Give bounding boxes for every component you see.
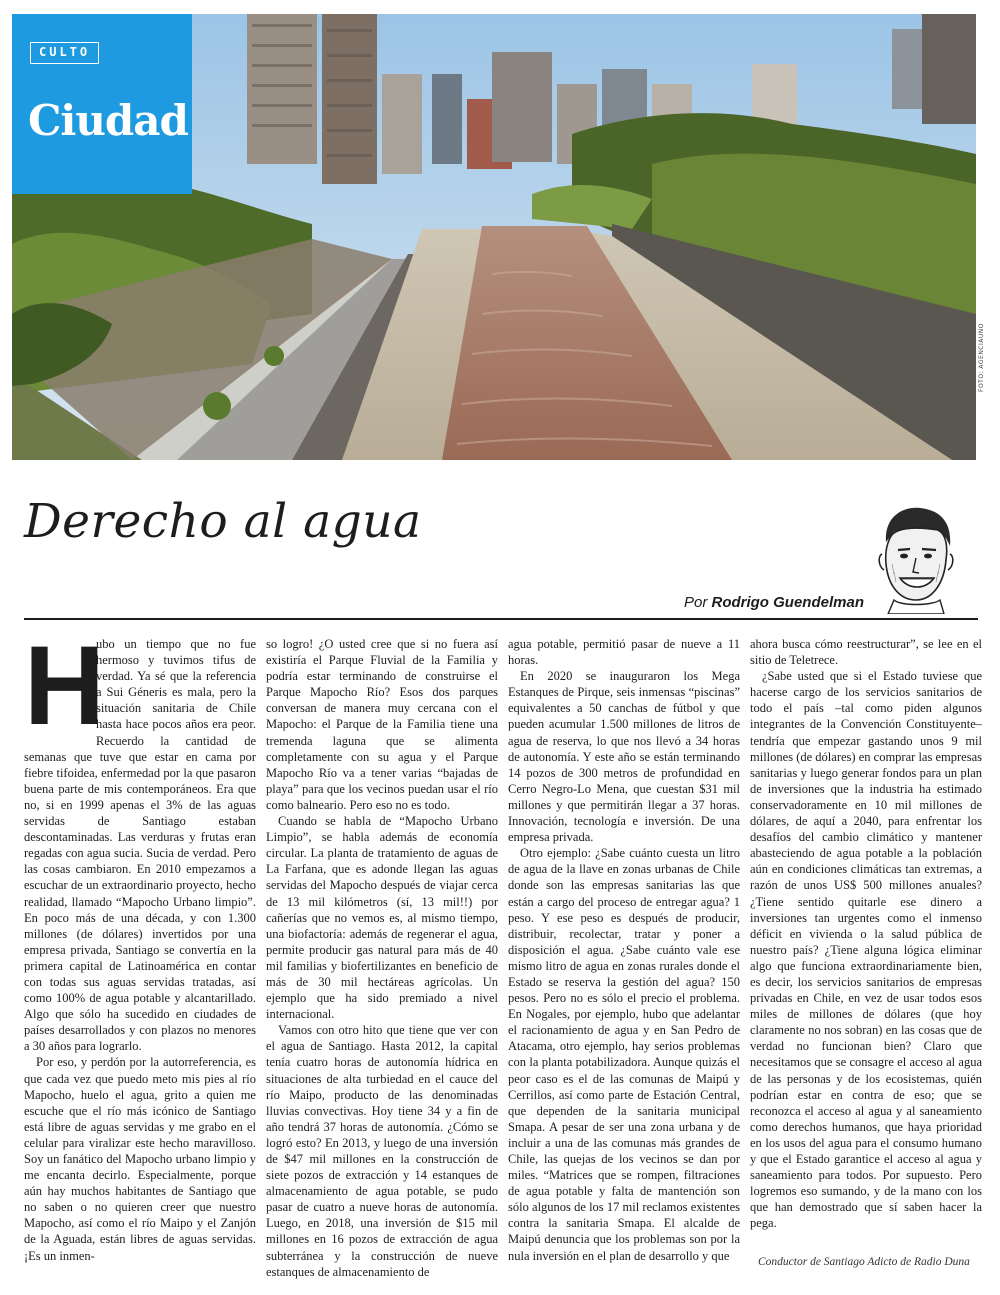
section-title: Ciudad: [28, 96, 188, 145]
section-badge: [12, 14, 192, 194]
paragraph: agua potable, permitió pasar de nueve a 11 horas.: [508, 637, 740, 668]
paragraph: Otro ejemplo: ¿Sabe cuánto cuesta un litro de agua de la llave en zonas urbanas de Chile donde son las empresas sanitarias las que están a cargo del proceso de entregar agua? 1 peso. Y ese peso es después de producir, distribuir, recolectar, tratar y poner a disposición el agua. ¿Sabe cuánto vale ese mismo litro de agua en zonas rurales donde el Estado se reserva la gestión del agua? 150 pesos. Pero no es sólo el precio el problema. En Nogales, por ejemplo, hubo que adelantar el racionamiento de agua y en San Pedro de Atacama, otro ejemplo, hay serios problemas con la planta potabilizadora. Aunque quizás el peor caso es el de las comunas de Maipú y Cerrillos, así como parte de Estación Central, que dependen de la sanitaria municipal Smapa. A pesar de ser una zona urbana y de incluir a una de las comunas más grandes de Chile, las quejas de los vecinos se dan por miles. “Matrices que se rompen, filtraciones de agua potable y falta de mantención son sólo algunos de los 17 mil reclamos existentes contra la sanitaria Smapa. El alcalde de Maipú denuncia que los problemas son por la nula inversión en el plan de desarrollo y que: [508, 846, 740, 1263]
paragraph: En 2020 se inauguraron los Mega Estanques de Pirque, seis inmensas “piscinas” equivalentes a 50 canchas de fútbol y que pueden acumular 1.500 millones de litros de agua de reserva, lo que nos llevó a 34 horas de autonomía. Y este año se están terminando 14 pozos de 300 metros de profundidad en Cerro Negro-Lo Mena, que cuestan $31 mil millones y que permitirán llegar a 37 horas. Innovación, tecnología e inversión. De una empresa privada.: [508, 669, 740, 845]
byline: [684, 594, 864, 611]
author-portrait-icon: [864, 502, 968, 614]
paragraph: Cuando se habla de “Mapocho Urbano Limpio”, se habla además de economía circular. La planta de tratamiento de aguas de La Farfana, que es adonde llegan las aguas servidas del Mapocho después de viajar cerca de 13 mil kilómetros (sí, 13 mil!!) por cañerías que no vemos es, al mismo tiempo, una biofactoría: además de regenerar el agua, permite producir gas natural para más de 40 mil familias y biofertilizantes en beneficio de más de 30 mil hectáreas agrícolas. Un ejemplo que ha sido premiado a nivel internacional.: [266, 814, 498, 1022]
article-column-3: [508, 636, 740, 1264]
author-signature: Conductor de Santiago Adicto de Radio Duna: [758, 1256, 970, 1268]
paragraph: so logro! ¿O usted cree que si no fuera así existiría el Parque Fluvial de la Familia y podría estar terminando de construirse el Parque Mapocho Río? Esos dos parques conversan de manera muy cercana con el Mapocho: el Parque de la Familia tiene una tremenda laguna que se alimenta completamente con su agua y el Parque Mapocho Río va a tener varias “bajadas de playa” para que los vecinos puedan usar el río como balneario. Pero eso no es todo.: [266, 637, 498, 812]
article-column-4: [750, 636, 982, 1231]
photo-credit: FOTO: AGENCIAUNO: [978, 323, 985, 392]
paragraph: ahora busca cómo reestructurar”, se lee en el sitio de Teletrece.: [750, 637, 982, 668]
article-column-2: [266, 636, 498, 1280]
byline-prefix: Por: [683, 594, 708, 611]
headline: Derecho al agua: [24, 494, 422, 549]
paragraph: ¿Sabe usted que si el Estado tuviese que hacerse cargo de los servicios sanitarios de todo el país –tal como piden algunos integrantes de la Convención Constituyente– tendría que empezar gastando unos 9 mil millones (de dólares) en comprar las empresas sanitarias y luego generar fondos para un plan de inversiones que la industria ha estimado conservadoramente en 10 mil millones de dólares, de aquí a 2040, para enfrentar los desafíos del cambio climático y mantener abasteciendo de agua potable a la población aún en condiciones climáticas tan extremas, a razón de unos US$ 500 millones anuales? ¿Tiene sentido quitarle ese dinero a inversiones tan urgentes como el inmenso déficit en vivienda o la salud pública de nuestro país? ¿Tiene alguna lógica eliminar algo que funciona extraordinariamente bien, es decir, los servicios sanitarios de empresas privadas en Chile, en vez de usar todos esos miles de millones de dólares (que hoy claramente no nos sobran) en las cosas que de verdad no funcionan bien? Claro que necesitamos que se consagre el acceso al agua de las personas y de los ecosistemas, quién podrían estar en contra de eso; que se reconozca el acceso al agua y al saneamiento como derechos humanos, que haya prioridad en los usos del agua para el consumo humano y que el Estado garantice el acceso al agua y saneamiento para todos. Por supuesto. Pero logremos eso sumando, y de la mano con los que han demostrado que sí saben hacer la pega.: [750, 669, 982, 1231]
article-column-1: [24, 623, 256, 1264]
paragraph: Vamos con otro hito que tiene que ver con el agua de Santiago. Hasta 2012, la capital tenía cuatro horas de autonomía hídrica en situaciones de alta turbiedad en el cauce del río Maipo, producto de las denominadas lluvias convectivas. Hoy tiene 34 y a fin de año tendrá 37 horas de autonomía. ¿Cómo se logró esto? En 2013, y luego de una inversión de $47 mil millones en la construcción de siete pozos de extracción y 14 estanques de almacenamiento de agua potable, se pudo pasar de cuatro a nueve horas de autonomía. Luego, en 2018, una inversión de $15 mil millones en 16 pozos de extracción de agua subterránea y la construcción de nueve estanques de almacenamiento de: [266, 1023, 498, 1279]
headline-divider: [24, 618, 978, 620]
dropcap: H: [24, 623, 105, 748]
section-kicker: CULTO: [30, 42, 99, 64]
paragraph: ubo un tiempo que no fue hermoso y tuvimos tifus de verdad. Ya sé que la referencia a Sui Géneris es mala, pero la situación sanitaria de Chile hasta hace pocos años era peor. Recuerdo la cantidad de semanas que tuve que estar en cama por fiebre tifoidea, enfermedad por la que pasaron buena parte de mis contemporáneos. Era que no, si en 1999 apenas el 3% de las aguas servidas de Santiago estaban descontaminadas. Las verduras y frutas eran regadas con agua sucia. Sucia de verdad. Pero las cosas cambiaron. En 2010 empezamos a escuchar de un extraordinario proyecto, hecho realidad, llamado “Mapocho Urbano limpio”. En poco más de una década, y con 1.300 millones (de dólares) invertidos por una empresa privada, Santiago se convertía en la primera capital de Latinoamérica en contar con todas sus aguas servidas tratadas, así como 100% de agua potable y alcantarillado. Algo que sólo ha sucedido en ciudades de países desarrollados y con plazos no menores a 30 años para lograrlo.: [24, 637, 256, 1054]
author-name: Rodrigo Guendelman: [711, 594, 864, 611]
paragraph: Por eso, y perdón por la autorreferencia, es que cada vez que puedo meto mis pies al río Mapocho, huelo el agua, grito a quien me escuche que el río más icónico de Santiago está libre de aguas servidas y me grabo en el celular para viralizar este hecho maravilloso. Soy un fanático del Mapocho urbano limpio y me encanta decirlo. Especialmente, porque aún hay muchos habitantes de Santiago que no saben o no quieren creer que nuestro Mapocho, así como el río Maipo y el Zanjón de la Aguada, están libres de aguas servidas. ¡Es un inmen-: [24, 1055, 256, 1263]
